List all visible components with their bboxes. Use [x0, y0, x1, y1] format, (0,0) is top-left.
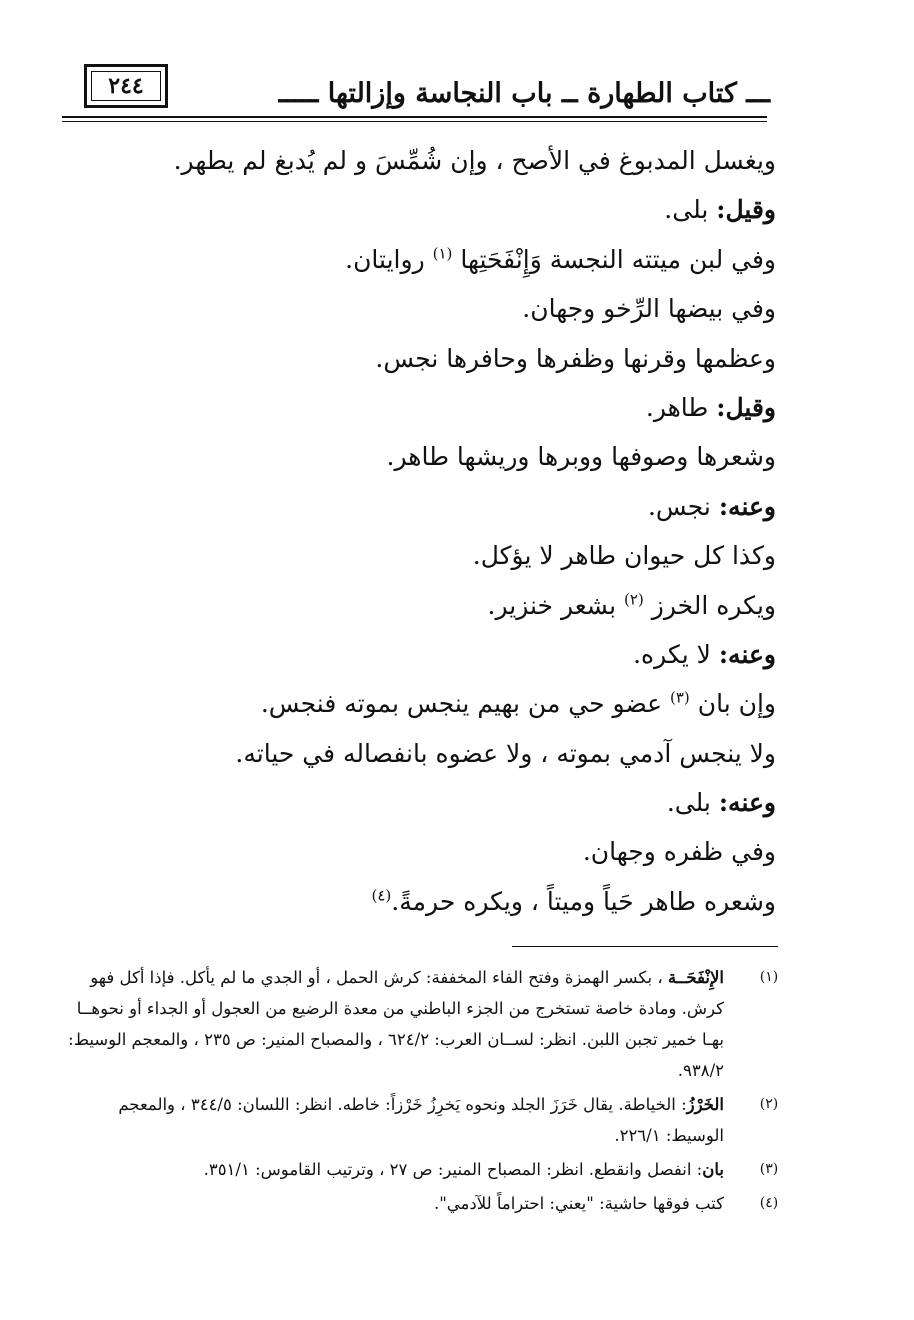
line-text: عضو حي من بهيم ينجس بموته فنجس.	[260, 689, 670, 719]
footnote-body: ، بكسر الهمزة وفتح الفاء المخففة: كرش الحمل ، أو الجدي ما لم يأكل. فإذا أكل فهو كرش. ومادة خاصة تستخرج من الجزء الباطني من معدة الرضيع من العجول أو الجداء أو نحوهــا بهـا خمير تجبن اللبن. انظر: لســان العرب: ٦٢٤/٢ ، والمصباح المنير: ص ٢٣٥ ، والمعجم الوسيط: ٩٣٨/٢.	[68, 968, 724, 1080]
footnote-number: (١)	[759, 969, 779, 985]
footnote-ref: (١)	[432, 244, 453, 263]
line-lead: وعنه:	[718, 491, 776, 521]
footnote-number: (٤)	[759, 1195, 779, 1211]
text-line	[170, 383, 776, 432]
footnote-text	[62, 1154, 724, 1185]
line-text: وفي بيضها الرِّخو وجهان.	[522, 294, 776, 324]
header-rule-thin	[62, 121, 767, 122]
footnote-ref: (٣)	[670, 688, 690, 707]
line-text: ويغسل المدبوغ في الأصح ، وإن شُمِّسَ و لم يُدبغ لم يطهر.	[173, 146, 776, 175]
line-text: نجس.	[647, 491, 719, 521]
running-header-title: ـــ كتاب الطهارة ــ باب النجاسة وإزالتها ـــــ	[278, 78, 770, 109]
main-text	[170, 136, 776, 926]
text-line	[170, 827, 776, 876]
footnote-text	[62, 1188, 724, 1219]
footnote-body: : الخياطة. يقال خَرَزَ الجلد ونحوه يَخرِزُ خَرْزاً: خاطه. انظر: اللسان: ٣٤٤/٥ ، والمعجم الوسيط: ٢٢٦/١.	[118, 1095, 724, 1145]
line-text: وإن بان	[697, 689, 776, 719]
line-lead: وعنه:	[718, 639, 776, 669]
footnote-ref: (٢)	[624, 590, 644, 609]
line-text: وشعره طاهر حَياً وميتاً ، ويكره حرمةً.	[391, 886, 776, 916]
line-text: طاهر.	[645, 392, 717, 422]
line-text: وشعرها وصوفها ووبرها وريشها طاهر.	[386, 442, 776, 472]
page-number-box	[84, 64, 168, 108]
page-number: ٢٤٤	[108, 73, 144, 99]
line-text: لا يكره.	[633, 639, 719, 669]
line-text: ويكره الخرز	[651, 590, 776, 620]
line-text: وعظمها وقرنها وظفرها وحافرها نجس.	[375, 343, 776, 373]
line-text: وفي لبن ميتته النجسة وَإِنْفَحَتِها	[460, 244, 776, 274]
header-rule	[62, 116, 767, 118]
footnote-ref: (٤)	[371, 886, 392, 905]
footnote	[62, 962, 784, 1086]
line-text: وفي ظفره وجهان.	[582, 837, 776, 867]
footnote-number: (٣)	[759, 1161, 779, 1177]
text-line	[170, 284, 776, 333]
text-line	[170, 136, 776, 185]
line-lead: وقيل:	[716, 195, 776, 225]
line-text: ولا ينجس آدمي بموته ، ولا عضوه بانفصاله في حياته.	[235, 738, 776, 768]
line-text: بشعر خنزير.	[487, 590, 625, 620]
line-text: بلى.	[666, 788, 719, 818]
footnote-term: بان	[702, 1160, 724, 1179]
text-line	[170, 432, 776, 481]
line-text: روايتان.	[345, 244, 433, 274]
footnotes	[62, 962, 784, 1222]
footnote	[62, 1089, 784, 1151]
footnote-text	[62, 962, 724, 1086]
footnote-number: (٢)	[759, 1096, 779, 1112]
footnote	[62, 1154, 784, 1185]
text-line	[170, 531, 776, 580]
line-lead: وقيل:	[716, 392, 776, 422]
line-text: وكذا كل حيوان طاهر لا يؤكل.	[472, 541, 776, 571]
text-line	[170, 581, 776, 630]
footnote-body: كتب فوقها حاشية: "يعني: احتراماً للآدمي".	[433, 1194, 724, 1213]
text-line	[170, 630, 776, 679]
footnote-separator	[512, 946, 778, 947]
text-line	[170, 778, 776, 827]
line-text: بلى.	[664, 195, 717, 225]
text-line	[170, 679, 776, 728]
text-line	[170, 482, 776, 531]
footnote-body: : انفصل وانقطع. انظر: المصباح المنير: ص ٢٧ ، وترتيب القاموس: ٣٥١/١.	[203, 1160, 703, 1179]
text-line	[170, 185, 776, 234]
footnote-term: الخَرْزُ	[686, 1095, 724, 1114]
footnote-text	[62, 1089, 724, 1151]
line-lead: وعنه:	[718, 788, 776, 818]
text-line	[170, 334, 776, 383]
footnote-term: الإِنْفَحَــة	[667, 968, 724, 987]
footnote	[62, 1188, 784, 1219]
text-line	[170, 729, 776, 778]
text-line	[170, 235, 776, 284]
text-line	[170, 877, 776, 926]
